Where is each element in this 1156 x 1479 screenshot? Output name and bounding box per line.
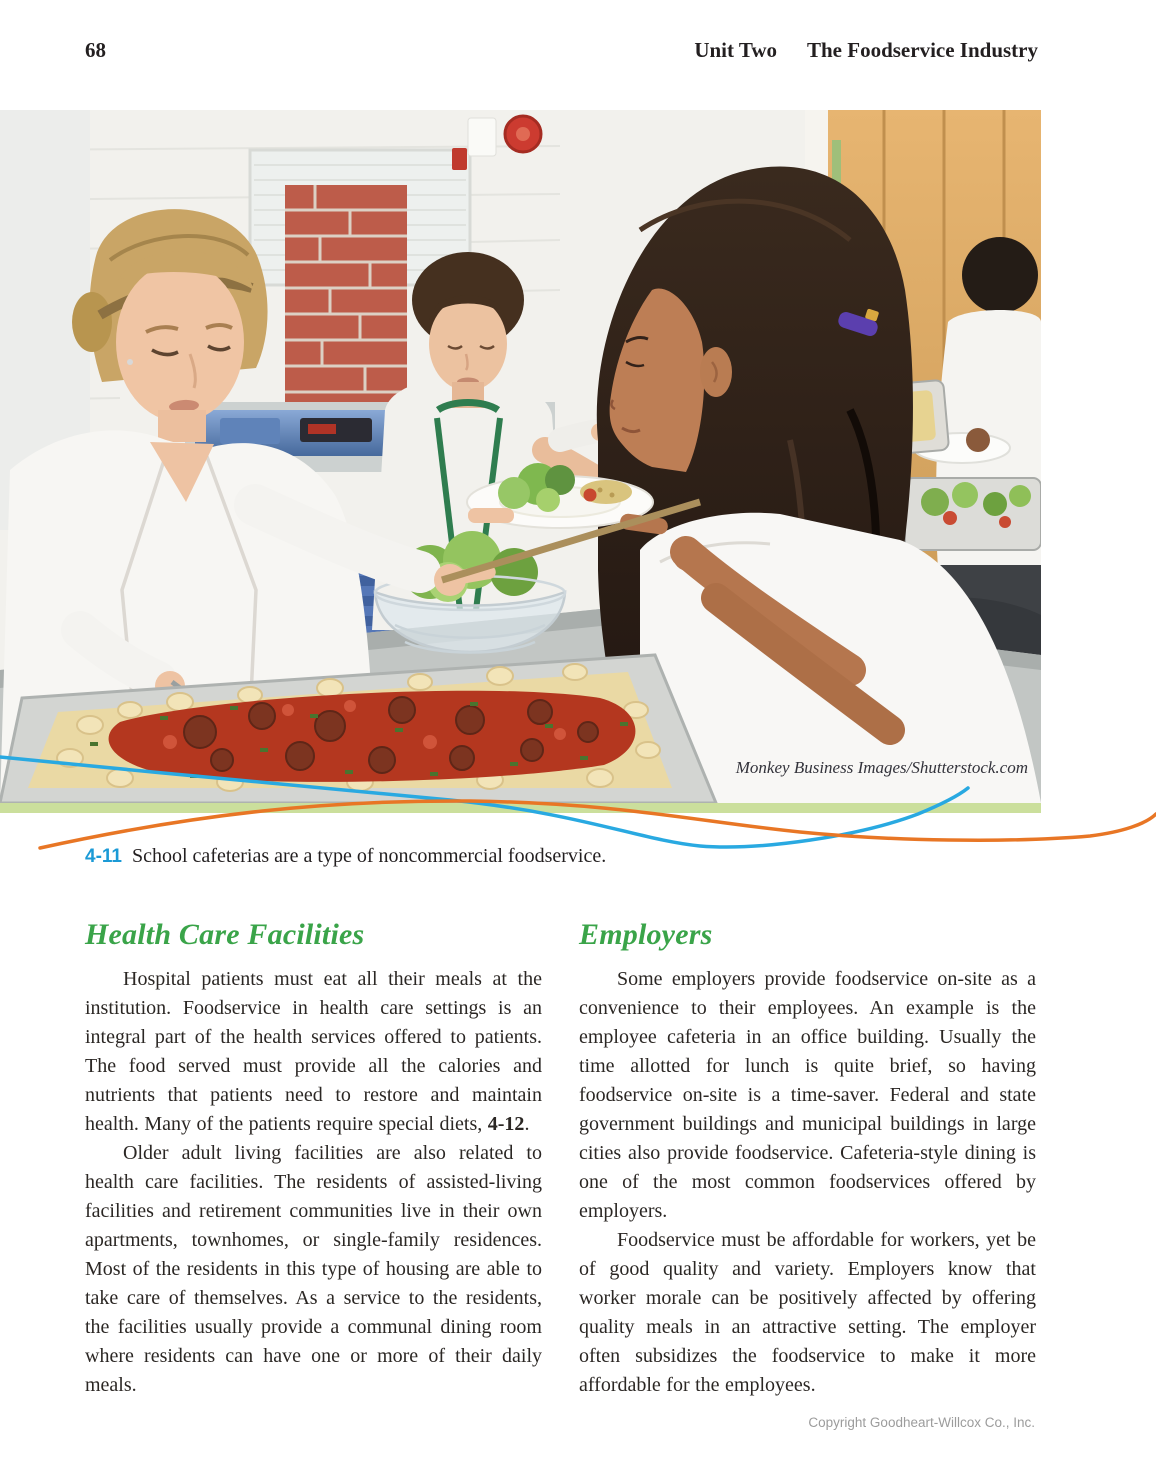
body-columns [85,918,1036,1400]
running-header [694,38,1038,63]
column-left [85,918,542,1400]
unit-label: Unit Two [694,38,777,62]
cafeteria-photo-illustration [0,110,1041,803]
paragraph: Foodservice must be affordable for workers, yet be of good quality and variety. Employers know that worker morale can be positively affected by offering quality meals in an attractive setting. The employer often subsidizes the foodservice to make it more affordable for the employees. [579,1229,1036,1396]
paragraph: Older adult living facilities are also related to health care facilities. The residents of assisted-living facilities and retirement communities live in their own apartments, townhomes, or single-family residences. Most of the residents in this type of housing are able to take care of themselves. As a service to the residents, the facilities usually provide a communal dining room where residents can have one or more of their daily meals. [85,1142,542,1396]
figure-caption-text: School cafeterias are a type of noncommercial foodservice. [131,845,607,867]
section-heading-health-care: Health Care Facilities [85,918,365,951]
paragraph: Some employers provide foodservice on-site as a convenience to their employees. An example is the employee cafeteria in an office building. Usually the time allotted for lunch is quite brief, so having foodservice on-site is a time-saver. Federal and state government buildings and municipal buildings in large cities also provide foodservice. Cafeteria-style dining is one of the most common foodservices offered by employers. [579,968,1036,1222]
paragraph-text: . [524,1113,530,1135]
figure-number: 4-11 [85,846,122,867]
page-number: 68 [85,38,106,62]
salad-tray-right [905,478,1041,550]
paragraph-text: Hospital patients must eat all their meals at the institution. Foodservice in health care settings is an integral part of the health services offered to patients. The food served must provide all the calories and nutrients that patients need to restore and maintain health. Many of the patients require special diets, [85,968,542,1135]
section-heading-employers: Employers [579,918,713,951]
figure-caption [85,845,1005,868]
figure-reference: 4-12 [487,1113,525,1135]
green-band [0,803,1041,813]
unit-title: The Foodservice Industry [807,38,1038,62]
column-right [579,918,1036,1400]
photo-credit: Monkey Business Images/Shutterstock.com [735,758,1028,777]
copyright-line: Copyright Goodheart-Willcox Co., Inc. [808,1415,1035,1430]
cafeteria-photo [0,110,1041,803]
brick-pillar [285,185,407,435]
paragraph [85,965,542,1139]
